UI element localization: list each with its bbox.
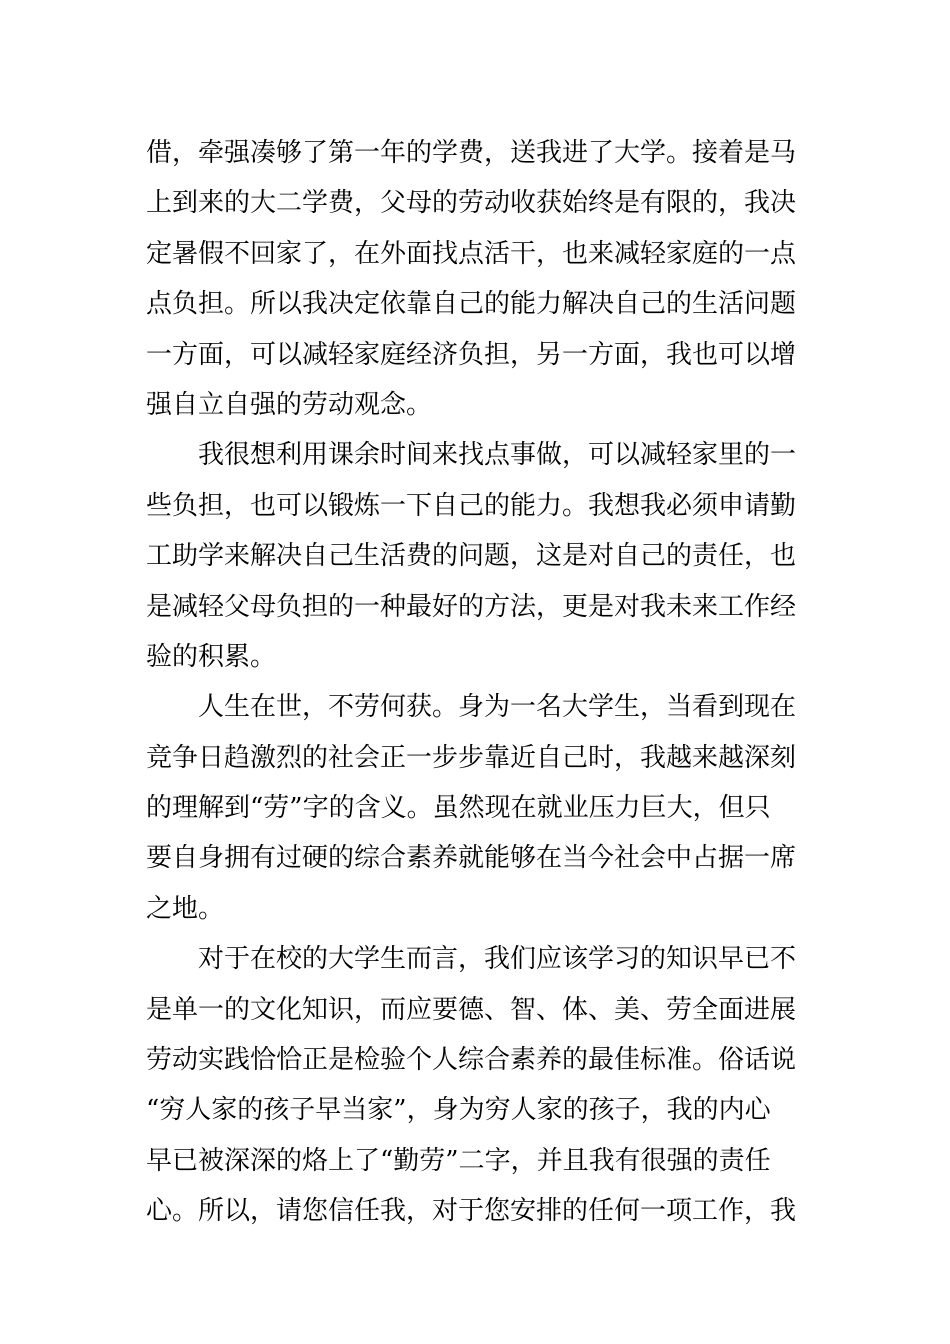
- text-line: 之地。: [146, 893, 225, 924]
- text-line: 工助学来解决自己生活费的问题，这是对自己的责任，也: [146, 541, 797, 572]
- text-line: 的理解到“劳”字的含义。虽然现在就业压力巨大，但只: [146, 793, 771, 824]
- text-line: 心。所以，请您信任我，对于您安排的任何一项工作，我: [146, 1196, 797, 1227]
- text-line-indented: 我很想利用课余时间来找点事做，可以减轻家里的一: [198, 440, 797, 471]
- text-line: 上到来的大二学费，父母的劳动收获始终是有限的，我决: [146, 188, 797, 219]
- text-line: 要自身拥有过硬的综合素养就能够在当今社会中占据一席: [146, 843, 797, 874]
- text-line: 是减轻父母负担的一种最好的方法，更是对我未来工作经: [146, 591, 797, 622]
- text-line: 些负担，也可以锻炼一下自己的能力。我想我必须申请勤: [146, 490, 797, 521]
- text-line-indented: 人生在世，不劳何获。身为一名大学生，当看到现在: [198, 692, 797, 723]
- text-line: 强自立自强的劳动观念。: [146, 389, 433, 420]
- text-line: 是单一的文化知识，而应要德、智、体、美、劳全面进展: [146, 994, 797, 1025]
- text-line: 竞争日趋激烈的社会正一步步靠近自己时，我越来越深刻: [146, 742, 797, 773]
- text-line: “穷人家的孩子早当家”，身为穷人家的孩子，我的内心: [146, 1095, 771, 1126]
- text-line: 定暑假不回家了，在外面找点活干，也来减轻家庭的一点: [146, 238, 797, 269]
- text-line: 点负担。所以我决定依靠自己的能力解决自己的生活问题: [146, 289, 797, 320]
- text-line: 验的积累。: [146, 641, 277, 672]
- text-line-indented: 对于在校的大学生而言，我们应该学习的知识早已不: [198, 944, 797, 975]
- body-text: [146, 128, 816, 1237]
- text-line: 借，牵强凑够了第一年的学费，送我进了大学。接着是马: [146, 138, 797, 168]
- text-line: 一方面，可以减轻家庭经济负担，另一方面，我也可以增: [146, 339, 797, 370]
- text-line: 劳动实践恰恰正是检验个人综合素养的最佳标准。俗话说: [146, 1045, 797, 1076]
- text-line: 早已被深深的烙上了“勤劳”二字，并且我有很强的责任: [146, 1145, 771, 1176]
